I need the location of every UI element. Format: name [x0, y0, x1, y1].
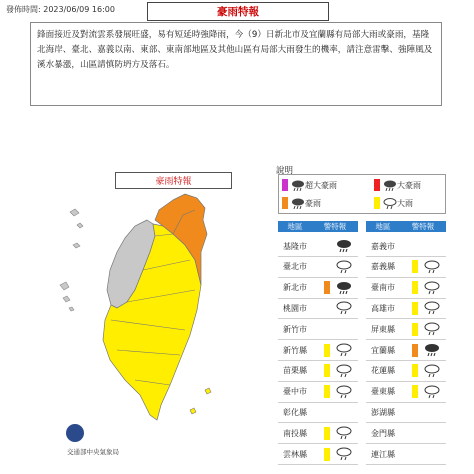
col-region: 地區 [287, 222, 303, 231]
region-name: 金門縣 [371, 428, 395, 438]
warning-level-bar [324, 240, 330, 253]
heavy-rain-thunder-icon [336, 239, 352, 253]
col-warning: 警特報 [411, 222, 435, 231]
warning-level-bar [412, 240, 418, 253]
warning-level-bar [412, 323, 418, 336]
warning-level-bar [324, 260, 330, 273]
warning-level-bar [324, 302, 330, 315]
table-row [366, 382, 440, 402]
rain-cloud-icon [424, 301, 440, 315]
table-row [278, 278, 352, 298]
heavy-rain-thunder-icon [336, 281, 352, 295]
region-name: 雲林縣 [283, 449, 307, 459]
col-region: 地區 [375, 222, 391, 231]
cwb-logo [66, 424, 84, 442]
region-name: 彰化縣 [283, 407, 307, 417]
empty-icon [424, 405, 440, 419]
region-name: 基隆市 [283, 241, 307, 251]
page-title: 豪雨特報 [147, 2, 329, 21]
region-name: 臺中市 [283, 387, 307, 397]
summary-text: 鋒面接近及對流雲系發展旺盛，易有短延時強降雨，今（9）日新北市及宜蘭縣有局部大雨或豪雨，基隆北海岸、臺北、嘉義以南、東部、東南部地區及其他山區有局部大雨發生的機率，請注意雷擊、強陣風及溪水暴漲，山區請慎防坍方及落石。 [37, 30, 433, 70]
col-warning: 警特報 [323, 222, 347, 231]
row-divider [278, 464, 358, 465]
legend-item-torrential [282, 197, 321, 209]
table-row [366, 236, 440, 256]
legend-item-extra-torrential [374, 179, 421, 191]
map-title: 豪雨特報 [115, 172, 232, 189]
legend-box [278, 174, 446, 214]
empty-icon [424, 426, 440, 440]
region-name: 臺南市 [371, 283, 395, 293]
table-row [366, 319, 440, 339]
table-row [366, 402, 440, 422]
legend-label: 豪雨 [305, 198, 321, 208]
warning-level-bar [324, 427, 330, 440]
heavy-rain-thunder-icon [291, 179, 305, 191]
region-name: 澎湖縣 [371, 407, 395, 417]
legend-item-super-torrential [282, 179, 337, 191]
region-name: 苗栗縣 [283, 366, 307, 376]
region-name: 連江縣 [371, 449, 395, 459]
warning-level-bar [412, 260, 418, 273]
heavy-rain-thunder-icon [424, 343, 440, 357]
rain-cloud-icon [336, 301, 352, 315]
rain-cloud-icon [383, 197, 397, 209]
table-row [366, 361, 440, 381]
rain-cloud-icon [424, 281, 440, 295]
warning-level-bar [324, 281, 330, 294]
empty-icon [424, 239, 440, 253]
empty-icon [424, 447, 440, 461]
empty-icon [336, 405, 352, 419]
green-island [190, 388, 211, 414]
table-row [278, 340, 352, 360]
region-name: 新竹縣 [283, 345, 307, 355]
region-name: 嘉義市 [371, 241, 395, 251]
warning-level-bar [412, 302, 418, 315]
table-row [366, 257, 440, 277]
legend-swatch [282, 197, 288, 209]
legend-label: 大豪雨 [397, 180, 421, 190]
taiwan-map [55, 190, 230, 422]
rain-cloud-icon [336, 260, 352, 274]
warning-level-bar [412, 364, 418, 377]
warning-level-bar [412, 448, 418, 461]
region-name: 屏東縣 [371, 324, 395, 334]
heavy-rain-thunder-icon [383, 179, 397, 191]
agency-name: 交通部中央氣象局 [67, 448, 119, 456]
region-name: 新竹市 [283, 324, 307, 334]
rain-cloud-icon [424, 322, 440, 336]
region-name: 臺北市 [283, 262, 307, 272]
issued-time: 發佈時間: 2023/06/09 16:00 [6, 5, 115, 14]
warning-level-bar [412, 385, 418, 398]
table-row [278, 382, 352, 402]
region-name: 新北市 [283, 283, 307, 293]
region-name: 南投縣 [283, 428, 307, 438]
warning-level-bar [412, 344, 418, 357]
region-name: 臺東縣 [371, 387, 395, 397]
table-row [366, 298, 440, 318]
legend-label: 超大豪雨 [305, 180, 337, 190]
warning-level-bar [324, 323, 330, 336]
rain-cloud-icon [424, 260, 440, 274]
legend-swatch [282, 179, 288, 191]
warning-level-bar [412, 427, 418, 440]
legend-heading: 說明 [276, 166, 294, 176]
table-row [278, 298, 352, 318]
table-header-left [278, 221, 358, 232]
warning-level-bar [324, 344, 330, 357]
legend-swatch [374, 179, 380, 191]
legend-item-heavy-rain [374, 197, 413, 209]
offshore-islands [70, 209, 83, 248]
table-row [366, 444, 440, 464]
warning-level-bar [324, 406, 330, 419]
region-name: 宜蘭縣 [371, 345, 395, 355]
rain-cloud-icon [336, 447, 352, 461]
table-row [366, 278, 440, 298]
table-row [278, 257, 352, 277]
rain-cloud-icon [336, 385, 352, 399]
table-row [278, 361, 352, 381]
legend-swatch [374, 197, 380, 209]
rain-cloud-icon [336, 426, 352, 440]
region-name: 花蓮縣 [371, 366, 395, 376]
warning-level-bar [412, 406, 418, 419]
table-row [278, 423, 352, 443]
rain-cloud-icon [424, 385, 440, 399]
table-row [278, 444, 352, 464]
legend-label: 大雨 [397, 198, 413, 208]
heavy-rain-thunder-icon [291, 197, 305, 209]
warning-summary [30, 22, 442, 106]
rain-cloud-icon [336, 343, 352, 357]
table-row [278, 402, 352, 422]
table-row [278, 319, 352, 339]
warning-level-bar [324, 448, 330, 461]
region-name: 桃園市 [283, 303, 307, 313]
table-header-right [366, 221, 446, 232]
row-divider [366, 464, 446, 465]
empty-icon [336, 322, 352, 336]
warning-level-bar [324, 385, 330, 398]
rain-cloud-icon [336, 364, 352, 378]
penghu-islands [60, 282, 74, 311]
warning-level-bar [412, 281, 418, 294]
rain-cloud-icon [424, 364, 440, 378]
region-name: 高雄市 [371, 303, 395, 313]
table-row [278, 236, 352, 256]
warning-level-bar [324, 364, 330, 377]
table-row [366, 423, 440, 443]
table-row [366, 340, 440, 360]
region-name: 嘉義縣 [371, 262, 395, 272]
